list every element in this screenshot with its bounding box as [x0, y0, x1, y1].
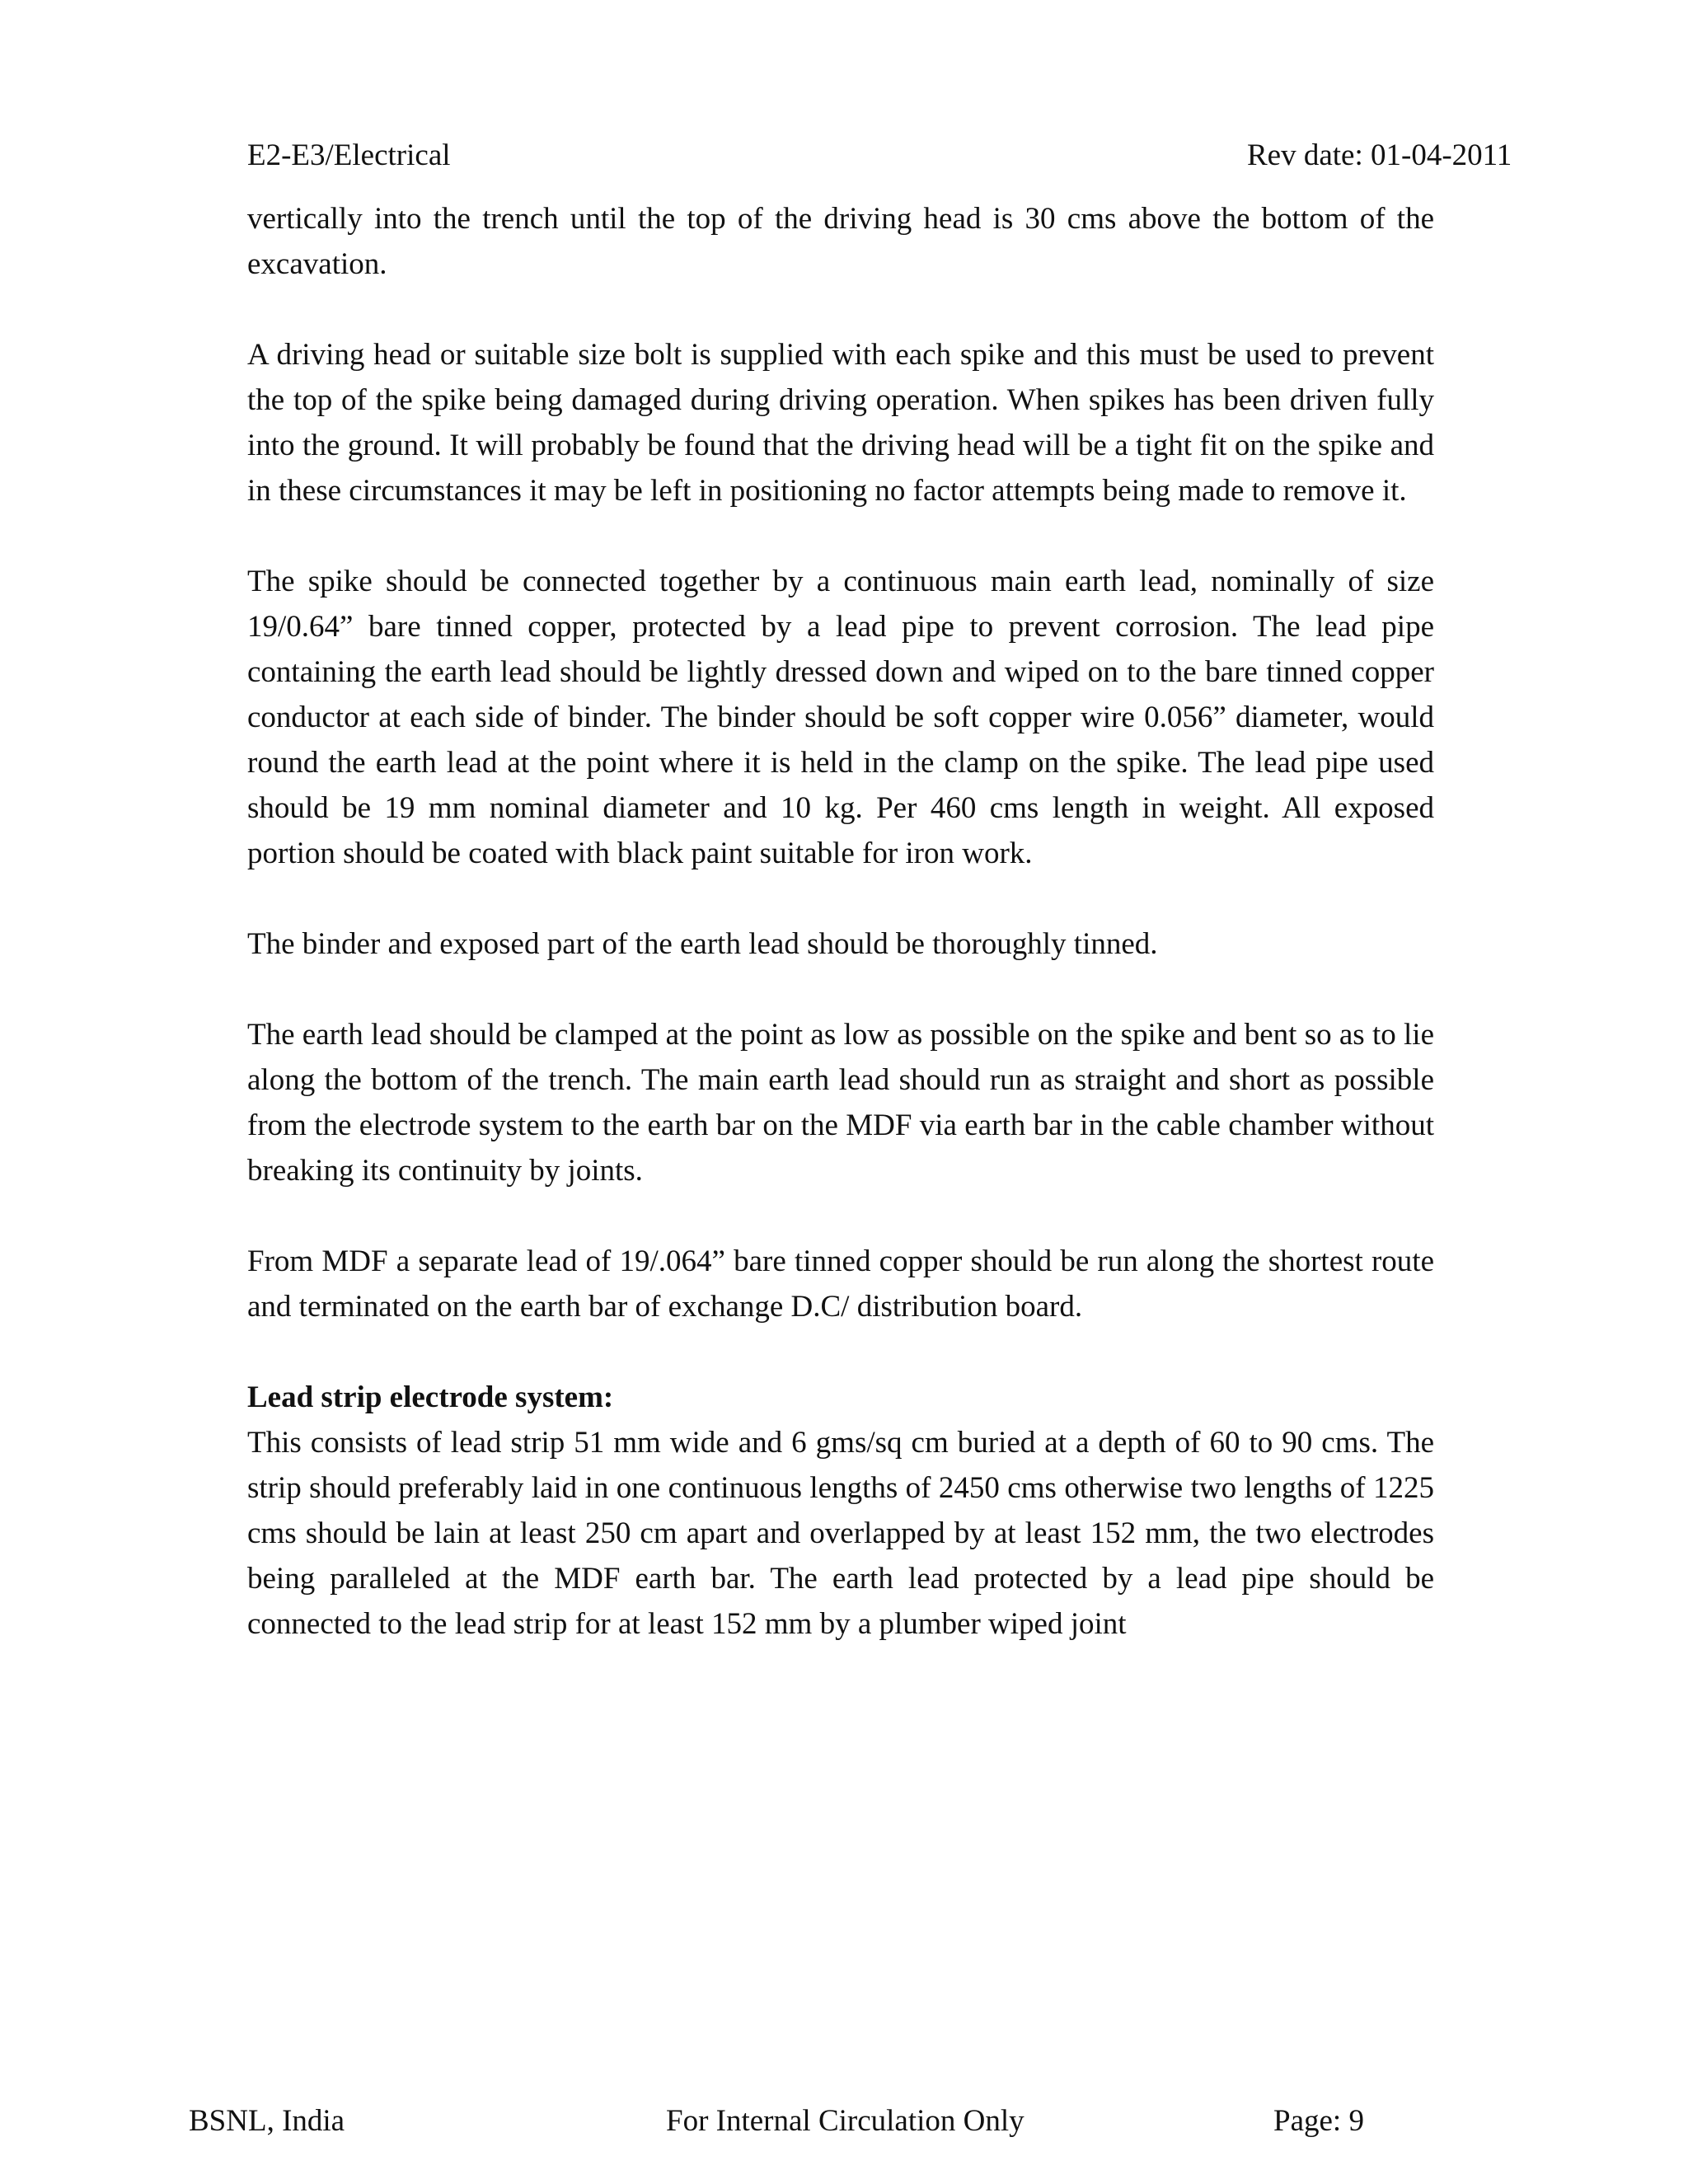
- footer-page-number: Page: 9: [1273, 2104, 1364, 2138]
- footer-organization: BSNL, India: [189, 2104, 345, 2138]
- paragraph-mdf-separate-lead: From MDF a separate lead of 19/.064” bare tinned copper should be run along the shortest route and terminated on the earth bar of exchange D.C/ distribution board.: [247, 1244, 1434, 1324]
- document-body: [247, 196, 1434, 1692]
- paragraph-excavation: vertically into the trench until the top of the driving head is 30 cms above the bottom of the excavation.: [247, 202, 1434, 281]
- header-document-id: E2-E3/Electrical: [247, 138, 451, 172]
- paragraph-driving-head: A driving head or suitable size bolt is supplied with each spike and this must be used to prevent the top of the spike being damaged during driving operation. When spikes has been driven fully into the ground. It will probably be found that the driving head will be a tight fit on the spike and in these circumstances it may be left in positioning no factor attempts being made to remove it.: [247, 338, 1434, 508]
- section-heading-lead-strip: Lead strip electrode system:: [247, 1380, 614, 1414]
- header-rev-date: Rev date: 01-04-2011: [1247, 138, 1512, 172]
- paragraph-main-earth-lead: The spike should be connected together by a continuous main earth lead, nominally of size 19/0.64” bare tinned copper, protected by a lead pipe to prevent corrosion. The lead pipe containing the earth lead should be lightly dressed down and wiped on to the bare tinned copper conductor at each side of binder. The binder should be soft copper wire 0.056” diameter, would round the earth lead at the point where it is held in the clamp on the spike. The lead pipe used should be 19 mm nominal diameter and 10 kg. Per 460 cms length in weight. All exposed portion should be coated with black paint suitable for iron work.: [247, 565, 1434, 870]
- paragraph-binder-tinned: The binder and exposed part of the earth lead should be thoroughly tinned.: [247, 927, 1158, 961]
- paragraph-lead-strip: This consists of lead strip 51 mm wide and 6 gms/sq cm buried at a depth of 60 to 90 cms. The strip should preferably laid in one continuous lengths of 2450 cms otherwise two lengths of 1225 cms should be lain at least 250 cm apart and overlapped by at least 152 mm, the two electrodes being paralleled at the MDF earth bar. The earth lead protected by a lead pipe should be connected to the lead strip for at least 152 mm by a plumber wiped joint: [247, 1426, 1434, 1641]
- footer-circulation-note: For Internal Circulation Only: [666, 2104, 1025, 2138]
- paragraph-earth-lead-clamp: The earth lead should be clamped at the point as low as possible on the spike and bent so as to lie along the bottom of the trench. The main earth lead should run as straight and short as possible from the electrode system to the earth bar on the MDF via earth bar in the cable chamber without breaking its continuity by joints.: [247, 1018, 1434, 1188]
